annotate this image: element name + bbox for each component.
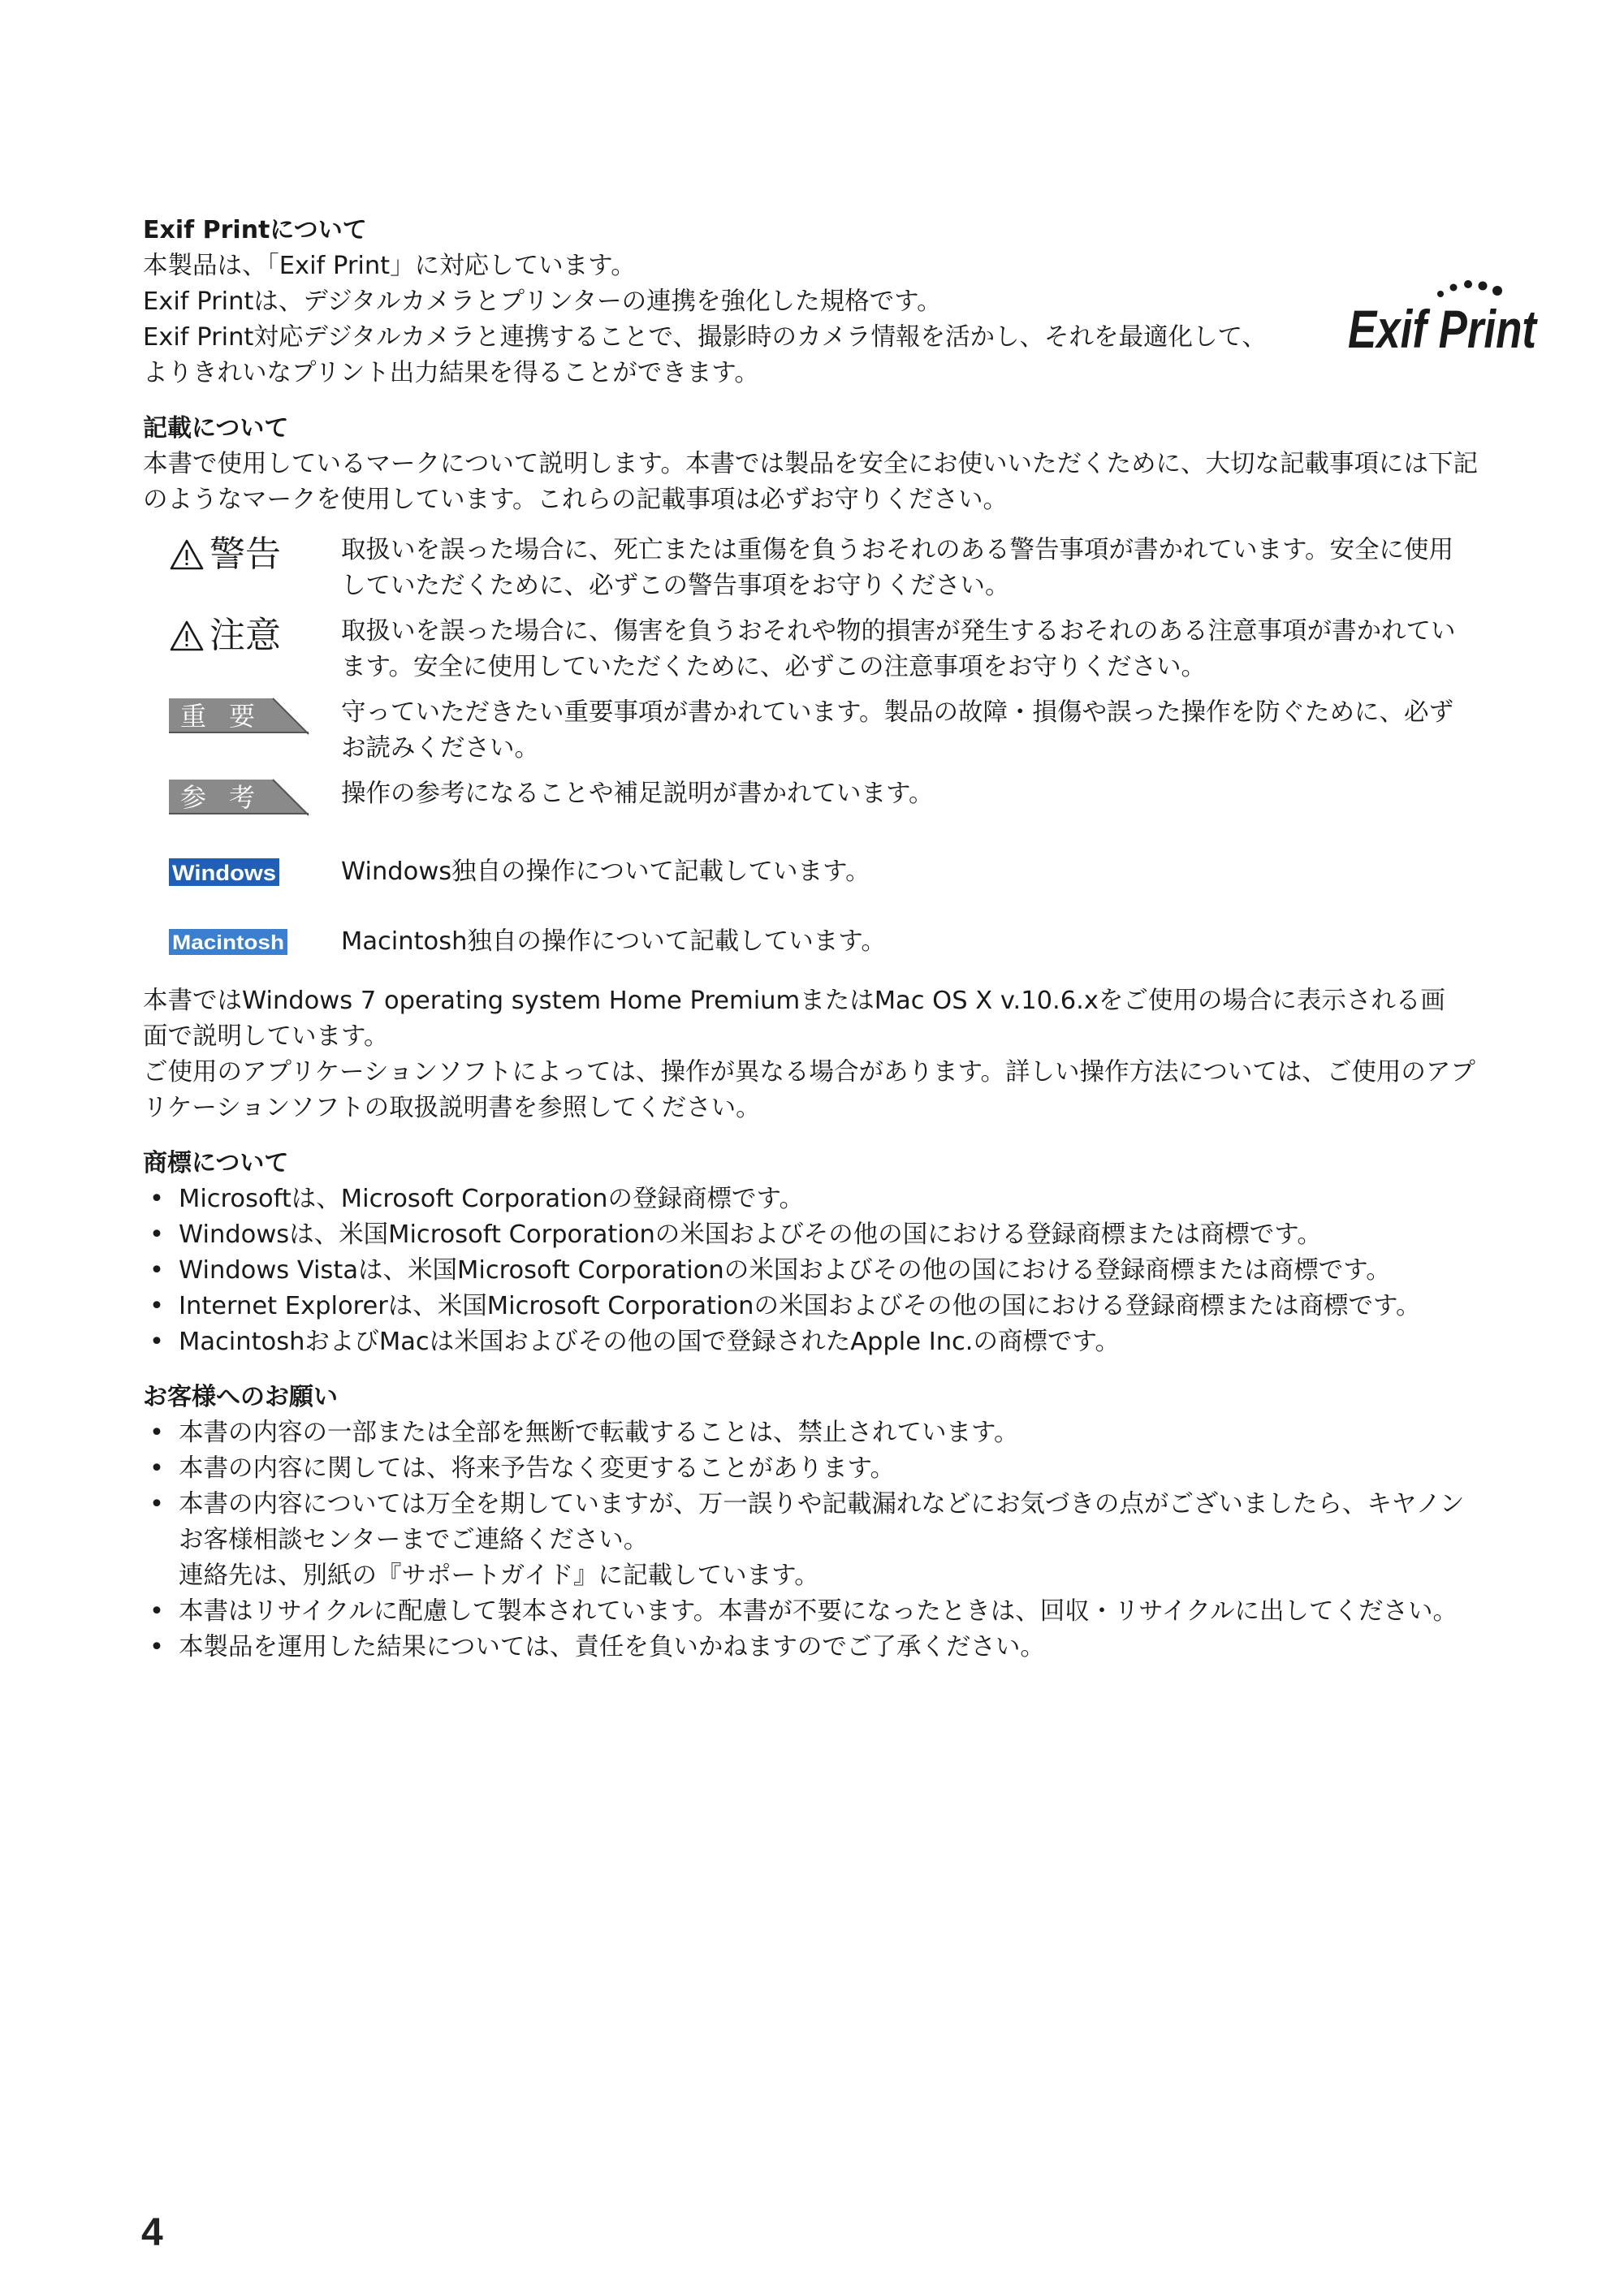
reference-label: 参考 bbox=[180, 782, 279, 813]
list-item: • 本書の内容に関しては、将来予告なく変更することがあります。 bbox=[143, 1451, 1531, 1487]
warning-text-2: していただくために、必ずこの警告事項をお守りください。 bbox=[341, 572, 1010, 600]
contact-note: 連絡先は、別紙の『サポートガイド』に記載しています。 bbox=[179, 1562, 819, 1590]
list-item: • 本書はリサイクルに配慮して製本されています。本書が不要になったときは、回収・リサイクルに出してください。 bbox=[143, 1594, 1531, 1630]
important-tag bbox=[169, 698, 312, 734]
notation-section bbox=[143, 411, 1531, 1126]
reference-tag bbox=[169, 780, 312, 815]
windows-badge bbox=[169, 858, 279, 886]
list-item: • MacintoshおよびMacは米国およびその他の国で登録されたApple Inc.の商標です。 bbox=[143, 1324, 1531, 1360]
list-item bbox=[143, 1487, 1531, 1558]
important-text-1: 守っていただきたい重要事項が書かれています。製品の故障・損傷や誤った操作を防ぐために、必ず bbox=[341, 698, 1454, 727]
macintosh-text: Macintosh独自の操作について記載しています。 bbox=[341, 927, 886, 956]
important-text-2: お読みください。 bbox=[341, 734, 539, 763]
warning-label: 警告 bbox=[209, 534, 281, 575]
list-item: • Internet Explorerは、米国Microsoft Corporationの米国およびその他の国における登録商標または商標です。 bbox=[143, 1289, 1531, 1324]
requests-list-continued bbox=[143, 1594, 1531, 1665]
list-item: • Windowsは、米国Microsoft Corporationの米国およびその他の国における登録商標または商標です。 bbox=[143, 1217, 1531, 1253]
request-3-line-1: • 本書の内容については万全を期していますが、万一誤りや記載漏れなどにお気づきの点がございましたら、キヤノン bbox=[179, 1490, 1465, 1519]
list-item: • Windows Vistaは、米国Microsoft Corporationの米国およびその他の国における登録商標または商標です。 bbox=[143, 1253, 1531, 1289]
warning-mark bbox=[169, 533, 341, 577]
notation-outro-3: ご使用のアプリケーションソフトによっては、操作が異なる場合があります。詳しい操作方法については、ご使用のアプ bbox=[143, 1058, 1475, 1087]
macintosh-badge bbox=[169, 929, 287, 955]
exif-line-1: 本製品は、「Exif Print」に対応しています。 bbox=[143, 252, 636, 280]
marks-list bbox=[143, 533, 1531, 966]
windows-badge-text: Windows bbox=[172, 861, 276, 885]
exif-line-4: よりきれいなプリント出力結果を得ることができます。 bbox=[143, 359, 759, 387]
exif-print-section bbox=[143, 213, 1539, 391]
exif-print-logo bbox=[1345, 276, 1540, 357]
warning-row bbox=[143, 533, 1531, 604]
requests-section bbox=[143, 1380, 1531, 1665]
windows-row bbox=[143, 847, 1531, 896]
notation-intro-1: 本書で使用しているマークについて説明します。本書では製品を安全にお使いいただくために、大切な記載事項には下記 bbox=[143, 450, 1478, 478]
warning-triangle-icon bbox=[169, 538, 205, 571]
list-item: • Microsoftは、Microsoft Corporationの登録商標です。 bbox=[143, 1182, 1531, 1217]
caution-row bbox=[143, 614, 1531, 685]
trademarks-heading: 商標について bbox=[143, 1149, 289, 1177]
exif-print-heading: Exif Printについて bbox=[143, 216, 367, 244]
reference-text-1: 操作の参考になることや補足説明が書かれています。 bbox=[341, 780, 934, 808]
page-content bbox=[143, 213, 1539, 1665]
requests-heading: お客様へのお願い bbox=[143, 1383, 338, 1411]
important-row bbox=[143, 695, 1531, 767]
important-label: 重要 bbox=[180, 701, 279, 732]
request-3-line-2: お客様相談センターまでご連絡ください。 bbox=[179, 1526, 649, 1554]
warning-text-1: 取扱いを誤った場合に、死亡または重傷を負うおそれのある警告事項が書かれています。安全に使用 bbox=[341, 536, 1454, 564]
notation-outro-2: 面で説明しています。 bbox=[143, 1022, 389, 1051]
notation-outro-4: リケーションソフトの取扱説明書を参照してください。 bbox=[143, 1094, 761, 1122]
caution-mark bbox=[169, 614, 341, 658]
notation-heading: 記載について bbox=[143, 414, 289, 443]
list-item: • 本書の内容の一部または全部を無断で転載することは、禁止されています。 bbox=[143, 1415, 1531, 1451]
page-number: 4 bbox=[141, 2211, 163, 2254]
windows-text: Windows独自の操作について記載しています。 bbox=[341, 857, 870, 886]
trademarks-list bbox=[143, 1182, 1531, 1360]
exif-line-2: Exif Printは、デジタルカメラとプリンターの連携を強化した規格です。 bbox=[143, 287, 942, 316]
requests-list bbox=[143, 1415, 1531, 1558]
reference-row bbox=[143, 776, 1531, 826]
caution-text-1: 取扱いを誤った場合に、傷害を負うおそれや物的損害が発生するおそれのある注意事項が書かれてい bbox=[341, 617, 1456, 646]
exif-print-logo-text: Exif Print bbox=[1348, 299, 1539, 359]
caution-label: 注意 bbox=[209, 615, 281, 656]
notation-outro-1: 本書ではWindows 7 operating system Home PremiumまたはMac OS X v.10.6.xをご使用の場合に表示される画 bbox=[143, 987, 1445, 1015]
macintosh-badge-text: Macintosh bbox=[172, 931, 284, 954]
list-item: • 本製品を運用した結果については、責任を負いかねますのでご了承ください。 bbox=[143, 1630, 1531, 1665]
notation-intro-2: のようなマークを使用しています。これらの記載事項は必ずお守りください。 bbox=[143, 486, 1009, 514]
trademarks-section bbox=[143, 1146, 1531, 1360]
macintosh-row bbox=[143, 918, 1531, 966]
caution-triangle-icon bbox=[169, 620, 205, 652]
exif-line-3: Exif Print対応デジタルカメラと連携することで、撮影時のカメラ情報を活かし、それを最適化して、 bbox=[143, 323, 1267, 352]
caution-text-2: ます。安全に使用していただくために、必ずこの注意事項をお守りください。 bbox=[341, 653, 1207, 681]
